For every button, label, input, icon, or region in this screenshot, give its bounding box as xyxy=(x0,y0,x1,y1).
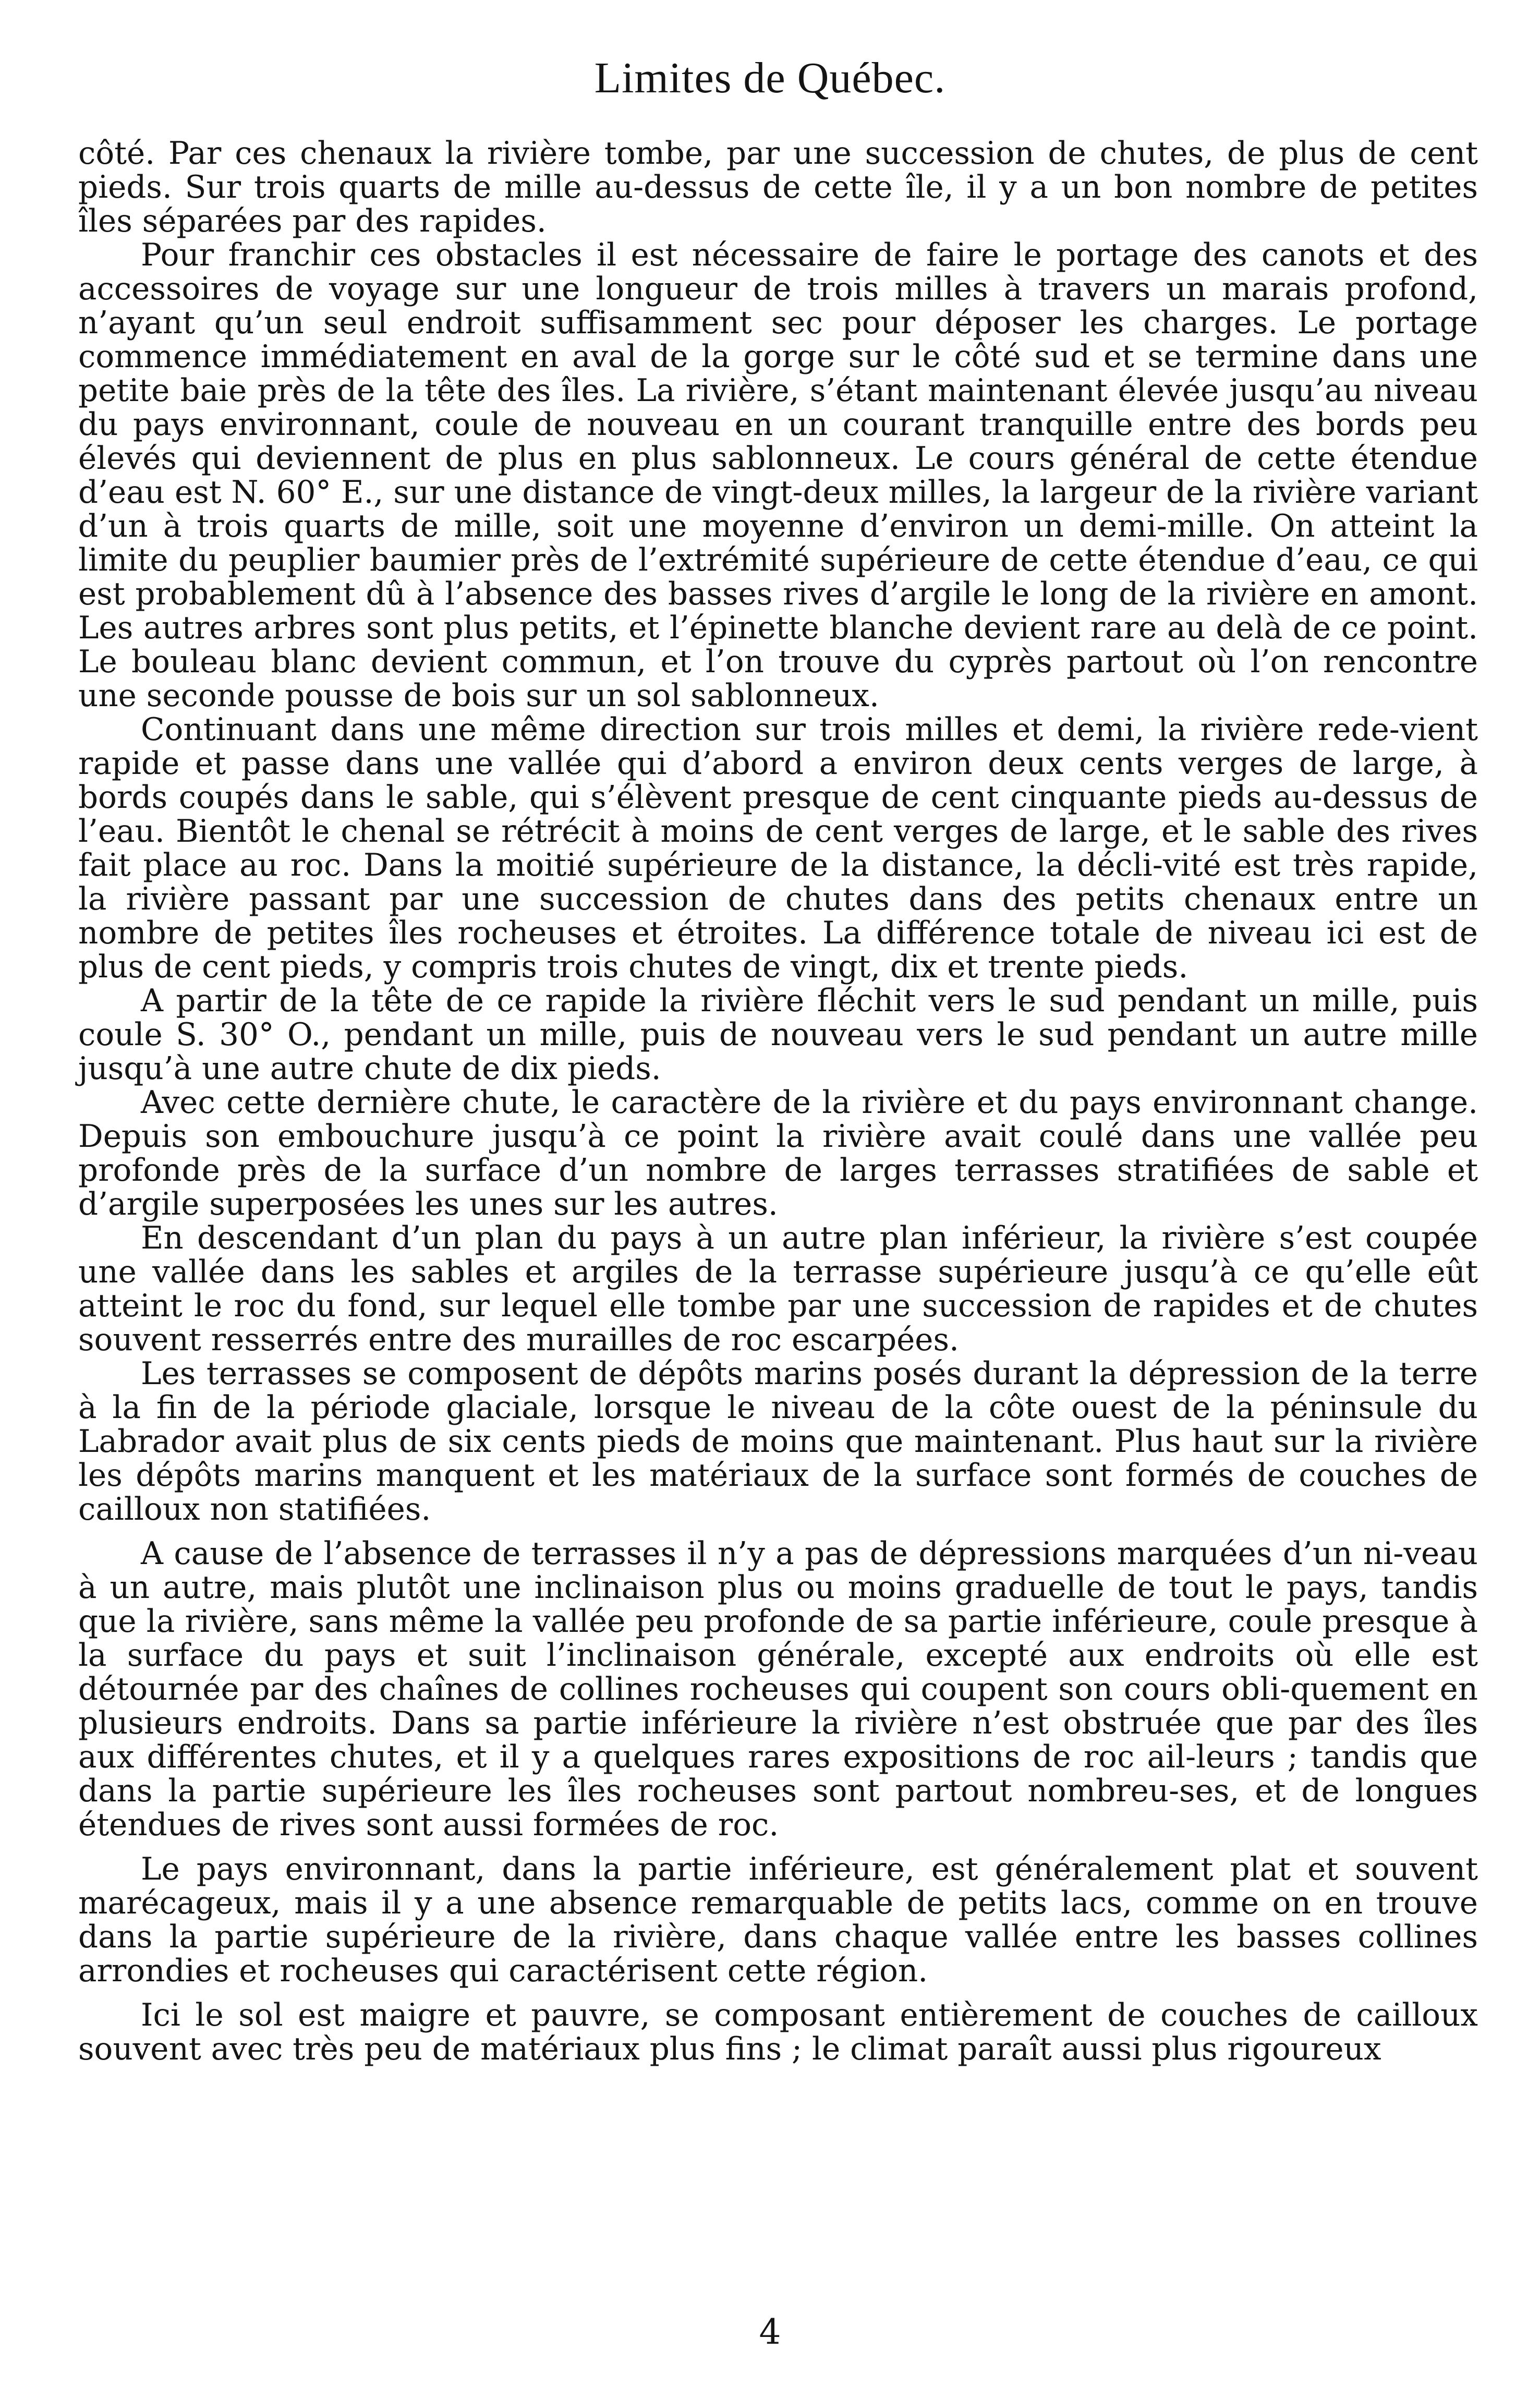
paragraph-rapide: A partir de la tête de ce rapide la rivière fléchit vers le sud pendant un mille, puis coule S. 30° O., pendant un mille, puis de nouveau vers le sud pendant un autre mille jusqu’à une autre chute de dix pieds. xyxy=(78,983,1478,1087)
paragraph-derniere-chute: Avec cette dernière chute, le caractère de la rivière et du pays environnant change. Depuis son embouchure jusqu’à ce point la rivière avait coulé dans une vallée peu profonde près de la surface d’un nombre de larges terrasses stratifiées de sable et d’argile superposées les unes sur les autres. xyxy=(78,1085,1478,1222)
body-text xyxy=(78,137,1478,2066)
paragraph-sol: Ici le sol est maigre et pauvre, se composant entièrement de couches de cailloux souvent avec très peu de matériaux plus fins ; le climat paraît aussi plus rigoureux xyxy=(78,1997,1478,2067)
paragraph-portage: Pour franchir ces obstacles il est nécessaire de faire le portage des canots et des accessoires de voyage sur une longueur de trois milles à travers un marais profond, n’ayant qu’un seul endroit suffisamment sec pour déposer les charges. Le portage commence immédiatement en aval de la gorge sur le côté sud et se termine dans une petite baie près de la tête des îles. La rivière, s’étant maintenant élevée jusqu’au niveau du pays environnant, coule de nouveau en un courant tranquille entre des bords peu élevés qui deviennent de plus en plus sablonneux. Le cours général de cette étendue d’eau est N. 60° E., sur une distance de vingt-deux milles, la largeur de la rivière variant d’un à trois quarts de mille, soit une moyenne d’environ un demi-mille. On atteint la limite du peuplier baumier près de l’extrémité supérieure de cette étendue d’eau, ce qui est probablement dû à l’absence des basses rives d’argile le long de la rivière en amont. Les autres arbres sont plus petits, et l’épinette blanche devient rare au delà de ce point. Le bouleau blanc devient commun, et l’on trouve du cyprès partout où l’on rencontre une seconde pousse de bois sur un sol sablonneux. xyxy=(78,237,1478,714)
running-head: Limites de Québec. xyxy=(594,54,946,102)
paragraph-descendant: En descendant d’un plan du pays à un autre plan inférieur, la rivière s’est coupée une vallée dans les sables et argiles de la terrasse supérieure jusqu’à ce qu’elle eût atteint le roc du fond, sur lequel elle tombe par une succession de rapides et de chutes souvent resserrés entre des murailles de roc escarpées. xyxy=(78,1220,1478,1358)
paragraph-continuant: Continuant dans une même direction sur trois milles et demi, la rivière rede-vient rapide et passe dans une vallée qui d’abord a environ deux cents verges de large, à bords coupés dans le sable, qui s’élèvent presque de cent cinquante pieds au-dessus de l’eau. Bientôt le chenal se rétrécit à moins de cent verges de large, et le sable des rives fait place au roc. Dans la moitié supérieure de la distance, la décli-vité est très rapide, la rivière passant par une succession de chutes dans des petits chenaux entre un nombre de petites îles rocheuses et étroites. La différence totale de niveau ici est de plus de cent pieds, y compris trois chutes de vingt, dix et trente pieds. xyxy=(78,712,1478,985)
paragraph-terrasses: Les terrasses se composent de dépôts marins posés durant la dépression de la terre à la fin de la période glaciale, lorsque le niveau de la côte ouest de la péninsule du Labrador avait plus de six cents pieds de moins que maintenant. Plus haut sur la rivière les dépôts marins manquent et les matériaux de la surface sont formés de couches de cailloux non statifiées. xyxy=(78,1356,1478,1528)
paragraph-absence-terrasses: A cause de l’absence de terrasses il n’y a pas de dépressions marquées d’un ni-veau à un autre, mais plutôt une inclinaison plus ou moins graduelle de tout le pays, tandis que la rivière, sans même la vallée peu profonde de sa partie inférieure, coule presque à la surface du pays et suit l’inclinaison générale, excepté aux endroits où elle est détournée par des chaînes de collines rocheuses qui coupent son cours obli-quement en plusieurs endroits. Dans sa partie inférieure la rivière n’est obstruée que par des îles aux différentes chutes, et il y a quelques rares expositions de roc ail-leurs ; tandis que dans la partie supérieure les îles rocheuses sont partout nombreu-ses, et de longues étendues de rives sont aussi formées de roc. xyxy=(78,1536,1478,1843)
paragraph-continuation: côté. Par ces chenaux la rivière tombe, par une succession de chutes, de plus de cent pieds. Sur trois quarts de mille au-dessus de cette île, il y a un bon nombre de petites îles séparées par des rapides. xyxy=(78,136,1478,239)
paragraph-pays-environnant: Le pays environnant, dans la partie inférieure, est généralement plat et souvent marécageux, mais il y a une absence remarquable de petits lacs, comme on en trouve dans la partie supérieure de la rivière, dans chaque vallée entre les basses collines arrondies et rocheuses qui caractérisent cette région. xyxy=(78,1851,1478,1989)
page-number: 4 xyxy=(759,2312,781,2352)
